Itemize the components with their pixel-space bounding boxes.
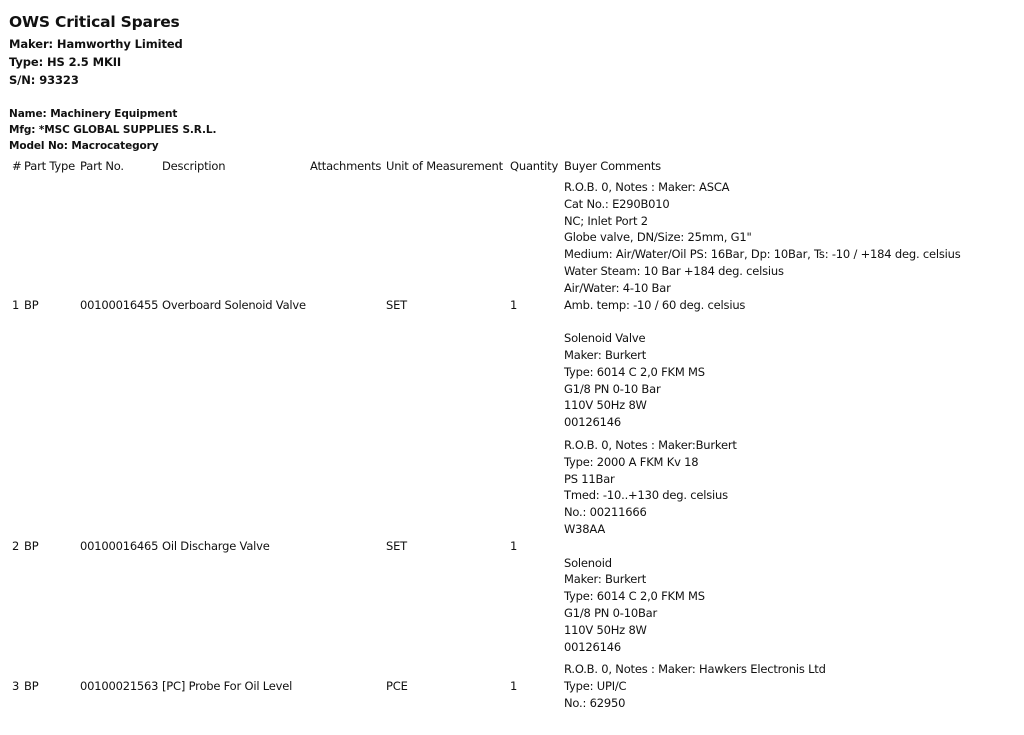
row-number: 2 xyxy=(12,539,20,553)
row-unit-of-measurement: PCE xyxy=(386,679,408,693)
header-number: # xyxy=(12,159,22,173)
row-number: 3 xyxy=(12,679,20,693)
row-part-no: 00100021563 xyxy=(80,679,159,693)
row-number: 1 xyxy=(12,298,20,312)
row-buyer-comments: R.O.B. 0, Notes : Maker: ASCA Cat No.: E290B010 NC; Inlet Port 2 Globe valve, DN/Size: 25mm, G1" Medium: Air/Water/Oil PS: 16Bar, Dp: 10Bar, Ts: -10 / +184 deg. celsius Water Steam: 10 Bar +184 deg. celsius Air/Water: 4-10 Bar Amb. temp: -10 / 60 deg. celsius Solenoid Valve Maker: Burkert Type: 6014 C 2,0 FKM MS G1/8 PN 0-10 Bar 110V 50Hz 8W 00126146 xyxy=(564,180,961,430)
row-buyer-comments: R.O.B. 0, Notes : Maker: Hawkers Electronis Ltd Type: UPI/C No.: 62950 xyxy=(564,662,826,710)
row-description: Oil Discharge Valve xyxy=(162,539,270,553)
header-attachments: Attachments xyxy=(310,159,382,173)
equipment-name: Name: Machinery Equipment xyxy=(9,108,178,120)
row-part-type: BP xyxy=(24,298,39,312)
type-line: Type: HS 2.5 MKII xyxy=(9,55,122,69)
header-description: Description xyxy=(162,159,226,173)
row-description: Overboard Solenoid Valve xyxy=(162,298,306,312)
maker-line: Maker: Hamworthy Limited xyxy=(9,37,183,51)
header-part-no: Part No. xyxy=(80,159,124,173)
row-part-type: BP xyxy=(24,539,39,553)
header-part-type: Part Type xyxy=(24,159,75,173)
header-quantity: Quantity xyxy=(510,159,559,173)
row-quantity: 1 xyxy=(510,539,518,553)
row-part-type: BP xyxy=(24,679,39,693)
row-part-no: 00100016465 xyxy=(80,539,159,553)
equipment-mfg: Mfg: *MSC GLOBAL SUPPLIES S.R.L. xyxy=(9,124,217,136)
document-title: OWS Critical Spares xyxy=(9,13,180,31)
header-buyer-comments: Buyer Comments xyxy=(564,159,661,173)
row-description: [PC] Probe For Oil Level xyxy=(162,679,293,693)
equipment-model: Model No: Macrocategory xyxy=(9,140,159,152)
row-buyer-comments: R.O.B. 0, Notes : Maker:Burkert Type: 2000 A FKM Kv 18 PS 11Bar Tmed: -10..+130 deg. celsius No.: 00211666 W38AA Solenoid Maker: Burkert Type: 6014 C 2,0 FKM MS G1/8 PN 0-10Bar 110V 50Hz 8W 00126146 xyxy=(564,438,737,654)
row-quantity: 1 xyxy=(510,679,518,693)
row-quantity: 1 xyxy=(510,298,518,312)
row-unit-of-measurement: SET xyxy=(386,539,407,553)
header-unit-of-measurement: Unit of Measurement xyxy=(386,159,503,173)
row-part-no: 00100016455 xyxy=(80,298,159,312)
row-unit-of-measurement: SET xyxy=(386,298,407,312)
serial-line: S/N: 93323 xyxy=(9,73,79,87)
